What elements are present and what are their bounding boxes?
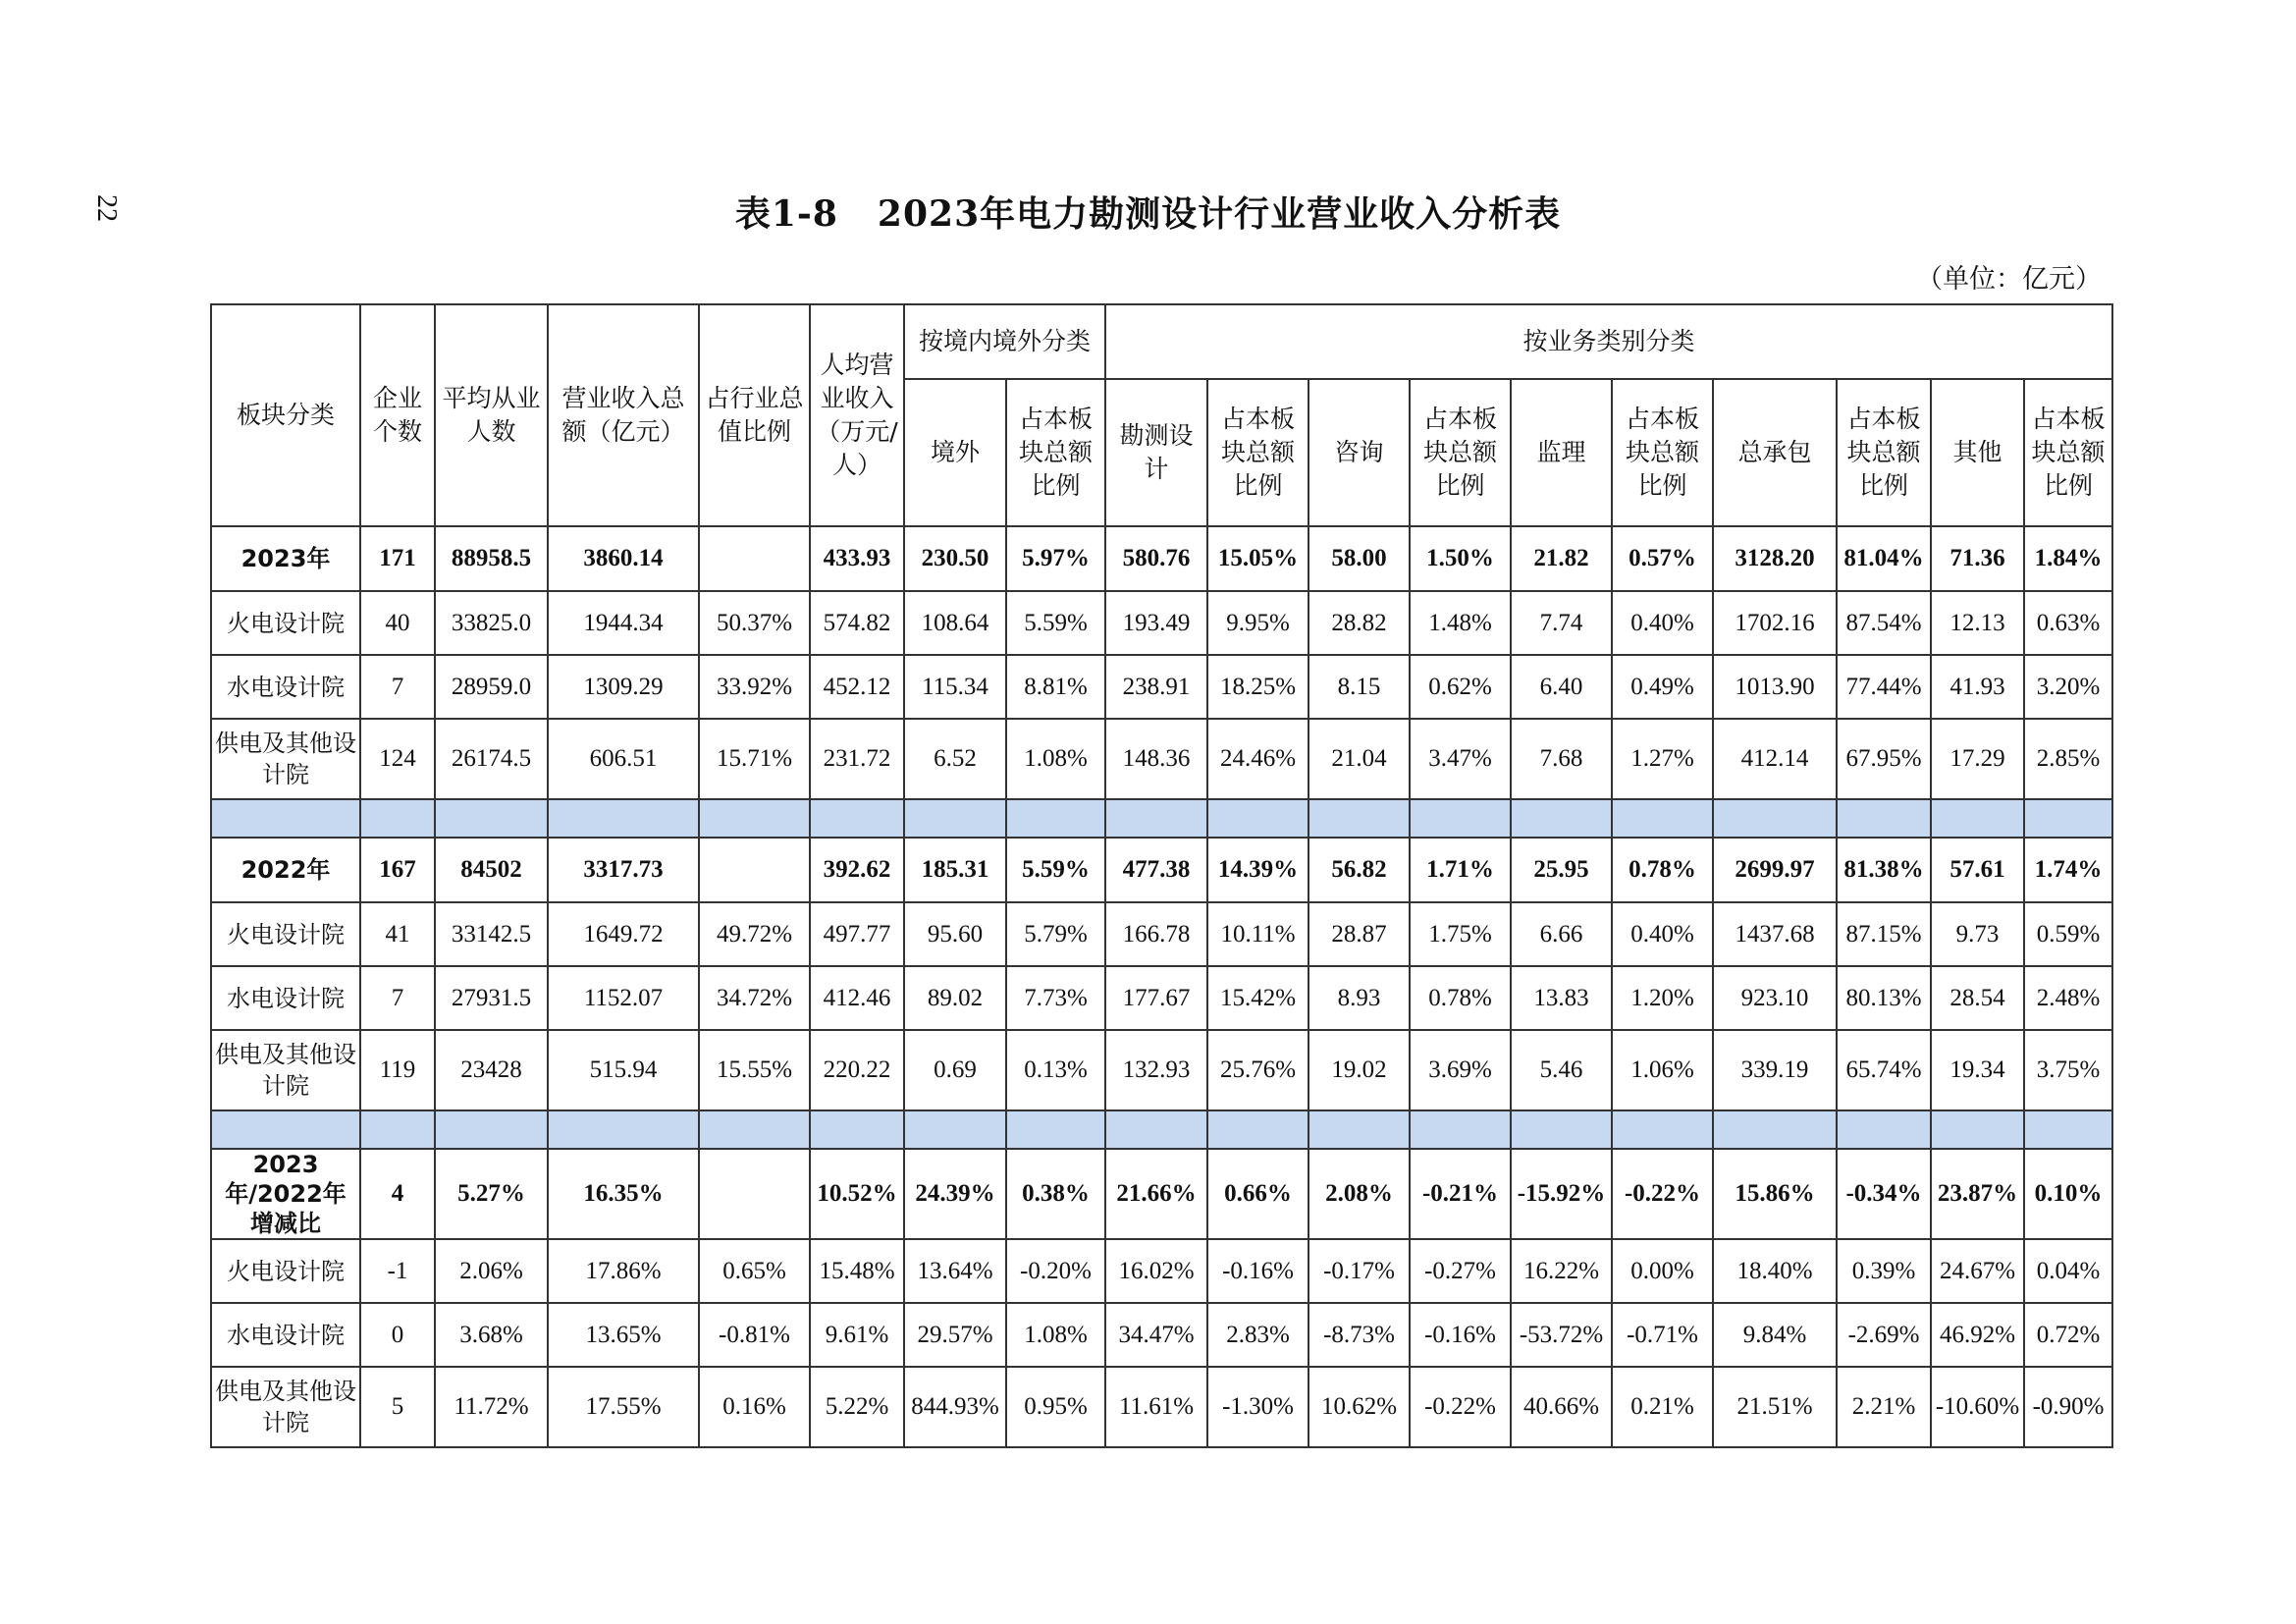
table-cell: 16.35%	[548, 1149, 699, 1239]
table-cell: 11.61%	[1105, 1367, 1207, 1447]
header-overseas: 境外	[904, 379, 1006, 526]
spacer-cell	[1511, 799, 1612, 838]
table-cell: 15.71%	[699, 719, 810, 799]
table-cell: 40	[360, 591, 435, 655]
table-cell: 15.55%	[699, 1030, 810, 1110]
header-other: 其他	[1931, 379, 2024, 526]
segment-label: 火电设计院	[211, 591, 360, 655]
table-cell: 10.62%	[1308, 1367, 1410, 1447]
table-cell: 231.72	[810, 719, 904, 799]
table-cell: 9.84%	[1713, 1303, 1837, 1367]
table-cell: 0.62%	[1410, 655, 1511, 719]
table-cell: 56.82	[1308, 838, 1410, 902]
table-cell: 28.82	[1308, 591, 1410, 655]
table-body	[211, 526, 2112, 1447]
spacer-cell	[211, 799, 360, 838]
segment-label: 火电设计院	[211, 902, 360, 966]
spacer-cell	[1612, 1110, 1713, 1149]
table-cell: 119	[360, 1030, 435, 1110]
segment-label: 2023年/2022年增减比	[211, 1149, 360, 1239]
table-cell: 15.86%	[1713, 1149, 1837, 1239]
segment-label: 供电及其他设计院	[211, 1030, 360, 1110]
table-cell: 40.66%	[1511, 1367, 1612, 1447]
table-cell: -15.92%	[1511, 1149, 1612, 1239]
segment-label: 供电及其他设计院	[211, 719, 360, 799]
table-cell: 87.54%	[1837, 591, 1931, 655]
header-supervision: 监理	[1511, 379, 1612, 526]
table-cell: -0.81%	[699, 1303, 810, 1367]
table-cell: 15.42%	[1207, 966, 1308, 1030]
header-revenue: 营业收入总额（亿元）	[548, 304, 699, 526]
table-cell: 17.29	[1931, 719, 2024, 799]
table-row	[211, 1303, 2112, 1367]
table-cell: 95.60	[904, 902, 1006, 966]
table-cell: 6.66	[1511, 902, 1612, 966]
spacer-cell	[1207, 1110, 1308, 1149]
table-cell: 3.20%	[2024, 655, 2112, 719]
spacer-cell	[810, 799, 904, 838]
table-cell: 21.82	[1511, 526, 1612, 591]
table-cell: 185.31	[904, 838, 1006, 902]
table-cell: 392.62	[810, 838, 904, 902]
header-companies: 企业个数	[360, 304, 435, 526]
spacer-cell	[904, 1110, 1006, 1149]
table-cell: 65.74%	[1837, 1030, 1931, 1110]
table-cell: 1702.16	[1713, 591, 1837, 655]
table-cell: 0.78%	[1410, 966, 1511, 1030]
table-cell: -0.34%	[1837, 1149, 1931, 1239]
spacer-cell	[810, 1110, 904, 1149]
table-cell: 0	[360, 1303, 435, 1367]
spacer-cell	[211, 1110, 360, 1149]
table-cell: 412.46	[810, 966, 904, 1030]
table-cell	[699, 526, 810, 591]
segment-label: 2023年	[211, 526, 360, 591]
table-cell: 452.12	[810, 655, 904, 719]
table-cell: 26174.5	[435, 719, 548, 799]
table-cell: 8.15	[1308, 655, 1410, 719]
table-cell: 177.67	[1105, 966, 1207, 1030]
table-cell: 1.48%	[1410, 591, 1511, 655]
header-survey: 勘测设计	[1105, 379, 1207, 526]
table-cell: 5	[360, 1367, 435, 1447]
table-cell: 87.15%	[1837, 902, 1931, 966]
spacer-cell	[1410, 799, 1511, 838]
table-cell: 193.49	[1105, 591, 1207, 655]
table-cell: 844.93%	[904, 1367, 1006, 1447]
table-cell: 0.72%	[2024, 1303, 2112, 1367]
table-row	[211, 838, 2112, 902]
table-cell: 115.34	[904, 655, 1006, 719]
table-cell: -0.22%	[1612, 1149, 1713, 1239]
table-cell: 13.65%	[548, 1303, 699, 1367]
spacer-cell	[1308, 799, 1410, 838]
table-title	[0, 187, 2296, 237]
table-cell: 3.69%	[1410, 1030, 1511, 1110]
table-cell: 81.38%	[1837, 838, 1931, 902]
table-cell: 0.66%	[1207, 1149, 1308, 1239]
header-epc: 总承包	[1713, 379, 1837, 526]
table-cell: 25.76%	[1207, 1030, 1308, 1110]
table-cell: -8.73%	[1308, 1303, 1410, 1367]
table-cell: 7	[360, 655, 435, 719]
table-cell	[699, 838, 810, 902]
table-cell: 9.95%	[1207, 591, 1308, 655]
table-cell: 12.13	[1931, 591, 2024, 655]
table-cell: 3.75%	[2024, 1030, 2112, 1110]
table-cell: 33.92%	[699, 655, 810, 719]
table-cell: 132.93	[1105, 1030, 1207, 1110]
table-cell: 6.52	[904, 719, 1006, 799]
table-cell: 17.55%	[548, 1367, 699, 1447]
spacer-row	[211, 799, 2112, 838]
header-consulting-share: 占本板块总额比例	[1410, 379, 1511, 526]
table-cell: 67.95%	[1837, 719, 1931, 799]
table-cell: 1.84%	[2024, 526, 2112, 591]
table-cell: 230.50	[904, 526, 1006, 591]
table-cell: -0.71%	[1612, 1303, 1713, 1367]
table-cell: 0.40%	[1612, 902, 1713, 966]
table-cell: 24.46%	[1207, 719, 1308, 799]
table-cell: 77.44%	[1837, 655, 1931, 719]
header-overseas-share: 占本板块总额比例	[1006, 379, 1105, 526]
header-segment: 板块分类	[211, 304, 360, 526]
table-cell: 28959.0	[435, 655, 548, 719]
table-cell: 3.68%	[435, 1303, 548, 1367]
table-cell: 7.68	[1511, 719, 1612, 799]
table-cell: 477.38	[1105, 838, 1207, 902]
table-row	[211, 719, 2112, 799]
table-cell: 0.38%	[1006, 1149, 1105, 1239]
table-cell: 3860.14	[548, 526, 699, 591]
table-cell: 9.61%	[810, 1303, 904, 1367]
table-cell: 497.77	[810, 902, 904, 966]
table-cell: 515.94	[548, 1030, 699, 1110]
segment-label: 水电设计院	[211, 1303, 360, 1367]
table-cell: -0.22%	[1410, 1367, 1511, 1447]
table-cell: 33825.0	[435, 591, 548, 655]
header-survey-share: 占本板块总额比例	[1207, 379, 1308, 526]
segment-label: 水电设计院	[211, 966, 360, 1030]
table-cell: 7.74	[1511, 591, 1612, 655]
table-row	[211, 591, 2112, 655]
table-cell: 24.39%	[904, 1149, 1006, 1239]
table-cell: 9.73	[1931, 902, 2024, 966]
table-cell: 1.74%	[2024, 838, 2112, 902]
table-cell: -0.16%	[1207, 1239, 1308, 1303]
table-cell: 24.67%	[1931, 1239, 2024, 1303]
spacer-cell	[360, 1110, 435, 1149]
table-cell: 1.27%	[1612, 719, 1713, 799]
table-cell: 41.93	[1931, 655, 2024, 719]
table-cell: 220.22	[810, 1030, 904, 1110]
table-cell: 15.48%	[810, 1239, 904, 1303]
spacer-cell	[360, 799, 435, 838]
table-cell: 7	[360, 966, 435, 1030]
table-cell: 166.78	[1105, 902, 1207, 966]
table-cell: 238.91	[1105, 655, 1207, 719]
header-supervision-share: 占本板块总额比例	[1612, 379, 1713, 526]
table-cell: -0.21%	[1410, 1149, 1511, 1239]
table-cell: -0.90%	[2024, 1367, 2112, 1447]
table-title-text: 2023年电力勘测设计行业营业收入分析表	[877, 193, 1562, 235]
table-cell: 171	[360, 526, 435, 591]
table-cell	[699, 1149, 810, 1239]
header-business-group: 按业务类别分类	[1105, 304, 2112, 379]
spacer-cell	[1713, 799, 1837, 838]
table-cell: 5.59%	[1006, 591, 1105, 655]
table-cell: -53.72%	[1511, 1303, 1612, 1367]
table-cell: 148.36	[1105, 719, 1207, 799]
table-cell: -1	[360, 1239, 435, 1303]
table-cell: 1152.07	[548, 966, 699, 1030]
table-cell: 33142.5	[435, 902, 548, 966]
table-cell: 339.19	[1713, 1030, 1837, 1110]
table-cell: 46.92%	[1931, 1303, 2024, 1367]
table-cell: 5.27%	[435, 1149, 548, 1239]
table-cell: 16.02%	[1105, 1239, 1207, 1303]
table-cell: 2.48%	[2024, 966, 2112, 1030]
table-cell: 28.87	[1308, 902, 1410, 966]
table-cell: 2.85%	[2024, 719, 2112, 799]
table-cell: 89.02	[904, 966, 1006, 1030]
table-row	[211, 902, 2112, 966]
header-industry-share: 占行业总值比例	[699, 304, 810, 526]
table-cell: 1.71%	[1410, 838, 1511, 902]
spacer-cell	[1410, 1110, 1511, 1149]
spacer-cell	[548, 799, 699, 838]
table-cell: 0.10%	[2024, 1149, 2112, 1239]
table-cell: 606.51	[548, 719, 699, 799]
table-cell: 13.83	[1511, 966, 1612, 1030]
table-cell: 81.04%	[1837, 526, 1931, 591]
table-cell: 2.06%	[435, 1239, 548, 1303]
spacer-cell	[2024, 1110, 2112, 1149]
header-consulting: 咨询	[1308, 379, 1410, 526]
table-cell: 124	[360, 719, 435, 799]
table-cell: 41	[360, 902, 435, 966]
table-cell: 5.22%	[810, 1367, 904, 1447]
table-cell: 923.10	[1713, 966, 1837, 1030]
header-per-capita: 人均营业收入（万元/人）	[810, 304, 904, 526]
table-cell: 433.93	[810, 526, 904, 591]
header-epc-share: 占本板块总额比例	[1837, 379, 1931, 526]
spacer-cell	[2024, 799, 2112, 838]
spacer-cell	[1931, 1110, 2024, 1149]
spacer-cell	[1837, 1110, 1931, 1149]
table-cell: 19.34	[1931, 1030, 2024, 1110]
table-cell: -0.17%	[1308, 1239, 1410, 1303]
page-number: 22	[91, 194, 122, 222]
table-cell: 5.79%	[1006, 902, 1105, 966]
table-cell: 50.37%	[699, 591, 810, 655]
table-cell: 1309.29	[548, 655, 699, 719]
table-cell: 5.46	[1511, 1030, 1612, 1110]
spacer-cell	[699, 799, 810, 838]
table-cell: 23428	[435, 1030, 548, 1110]
table-cell: 0.04%	[2024, 1239, 2112, 1303]
table-cell: -2.69%	[1837, 1303, 1931, 1367]
segment-label: 供电及其他设计院	[211, 1367, 360, 1447]
table-cell: 13.64%	[904, 1239, 1006, 1303]
table-cell: 0.13%	[1006, 1030, 1105, 1110]
table-cell: 25.95	[1511, 838, 1612, 902]
segment-label: 火电设计院	[211, 1239, 360, 1303]
spacer-cell	[435, 1110, 548, 1149]
table-cell: 1.08%	[1006, 719, 1105, 799]
table-cell: 2.83%	[1207, 1303, 1308, 1367]
table-cell: 27931.5	[435, 966, 548, 1030]
spacer-cell	[1511, 1110, 1612, 1149]
spacer-cell	[904, 799, 1006, 838]
table-cell: -10.60%	[1931, 1367, 2024, 1447]
revenue-analysis-table	[210, 303, 2113, 1448]
table-cell: 0.95%	[1006, 1367, 1105, 1447]
table-cell: 0.16%	[699, 1367, 810, 1447]
table-row	[211, 1367, 2112, 1447]
segment-label: 水电设计院	[211, 655, 360, 719]
table-cell: -0.27%	[1410, 1239, 1511, 1303]
table-row	[211, 966, 2112, 1030]
spacer-cell	[1837, 799, 1931, 838]
table-cell: 108.64	[904, 591, 1006, 655]
table-cell: 57.61	[1931, 838, 2024, 902]
table-cell: 18.40%	[1713, 1239, 1837, 1303]
table-cell: 1944.34	[548, 591, 699, 655]
table-cell: 0.40%	[1612, 591, 1713, 655]
table-cell: 0.59%	[2024, 902, 2112, 966]
table-cell: 49.72%	[699, 902, 810, 966]
table-number: 表1-8	[734, 193, 838, 235]
table-cell: 0.65%	[699, 1239, 810, 1303]
table-cell: 34.47%	[1105, 1303, 1207, 1367]
spacer-cell	[1105, 799, 1207, 838]
spacer-cell	[1308, 1110, 1410, 1149]
table-cell: 10.11%	[1207, 902, 1308, 966]
unit-note: （单位：亿元）	[1916, 264, 2102, 295]
table-row	[211, 1239, 2112, 1303]
table-cell: 1.50%	[1410, 526, 1511, 591]
table-cell: 2699.97	[1713, 838, 1837, 902]
table-cell: 15.05%	[1207, 526, 1308, 591]
table-cell: -1.30%	[1207, 1367, 1308, 1447]
header-employees: 平均从业人数	[435, 304, 548, 526]
spacer-cell	[435, 799, 548, 838]
table-cell: 0.63%	[2024, 591, 2112, 655]
table-cell: 1437.68	[1713, 902, 1837, 966]
spacer-cell	[1207, 799, 1308, 838]
table-row	[211, 655, 2112, 719]
table-cell: 34.72%	[699, 966, 810, 1030]
spacer-row	[211, 1110, 2112, 1149]
table-cell: 14.39%	[1207, 838, 1308, 902]
table-cell: 80.13%	[1837, 966, 1931, 1030]
table-cell: 6.40	[1511, 655, 1612, 719]
table-cell: 3128.20	[1713, 526, 1837, 591]
table-cell: 7.73%	[1006, 966, 1105, 1030]
table-cell: 8.81%	[1006, 655, 1105, 719]
table-cell: 71.36	[1931, 526, 2024, 591]
table-cell: -0.16%	[1410, 1303, 1511, 1367]
table-cell: 23.87%	[1931, 1149, 2024, 1239]
table-cell: 16.22%	[1511, 1239, 1612, 1303]
table-cell: 1013.90	[1713, 655, 1837, 719]
table-cell: 0.49%	[1612, 655, 1713, 719]
table-cell: 21.51%	[1713, 1367, 1837, 1447]
table-cell: 18.25%	[1207, 655, 1308, 719]
spacer-cell	[1612, 799, 1713, 838]
table-cell: 21.04	[1308, 719, 1410, 799]
table-cell: 17.86%	[548, 1239, 699, 1303]
table-cell: 88958.5	[435, 526, 548, 591]
table-row	[211, 1030, 2112, 1110]
table-cell: 0.78%	[1612, 838, 1713, 902]
table-cell: 574.82	[810, 591, 904, 655]
table-cell: 4	[360, 1149, 435, 1239]
table-cell: 84502	[435, 838, 548, 902]
table-cell: 3.47%	[1410, 719, 1511, 799]
spacer-cell	[699, 1110, 810, 1149]
table-cell: 1.06%	[1612, 1030, 1713, 1110]
table-cell: 0.57%	[1612, 526, 1713, 591]
spacer-cell	[548, 1110, 699, 1149]
spacer-cell	[1006, 1110, 1105, 1149]
table-cell: 0.39%	[1837, 1239, 1931, 1303]
header-domestic-group: 按境内境外分类	[904, 304, 1105, 379]
table-cell: 0.69	[904, 1030, 1006, 1110]
segment-label: 2022年	[211, 838, 360, 902]
table-cell: 3317.73	[548, 838, 699, 902]
table-cell: 412.14	[1713, 719, 1837, 799]
table-row	[211, 1149, 2112, 1239]
table-row	[211, 526, 2112, 591]
table-cell: 21.66%	[1105, 1149, 1207, 1239]
table-cell: 0.00%	[1612, 1239, 1713, 1303]
table-cell: 1.75%	[1410, 902, 1511, 966]
table-cell: 1649.72	[548, 902, 699, 966]
spacer-cell	[1006, 799, 1105, 838]
table-cell: 580.76	[1105, 526, 1207, 591]
table-cell: 10.52%	[810, 1149, 904, 1239]
spacer-cell	[1713, 1110, 1837, 1149]
table-cell: 1.08%	[1006, 1303, 1105, 1367]
header-other-share: 占本板块总额比例	[2024, 379, 2112, 526]
spacer-cell	[1931, 799, 2024, 838]
table-cell: 58.00	[1308, 526, 1410, 591]
spacer-cell	[1105, 1110, 1207, 1149]
table-cell: 19.02	[1308, 1030, 1410, 1110]
table-cell: 28.54	[1931, 966, 2024, 1030]
table-cell: 2.21%	[1837, 1367, 1931, 1447]
table-cell: 5.97%	[1006, 526, 1105, 591]
table-cell: 2.08%	[1308, 1149, 1410, 1239]
table-cell: 0.21%	[1612, 1367, 1713, 1447]
table-cell: 5.59%	[1006, 838, 1105, 902]
table-cell: 8.93	[1308, 966, 1410, 1030]
table-cell: 11.72%	[435, 1367, 548, 1447]
table-cell: -0.20%	[1006, 1239, 1105, 1303]
table-cell: 29.57%	[904, 1303, 1006, 1367]
table-cell: 167	[360, 838, 435, 902]
table-cell: 1.20%	[1612, 966, 1713, 1030]
